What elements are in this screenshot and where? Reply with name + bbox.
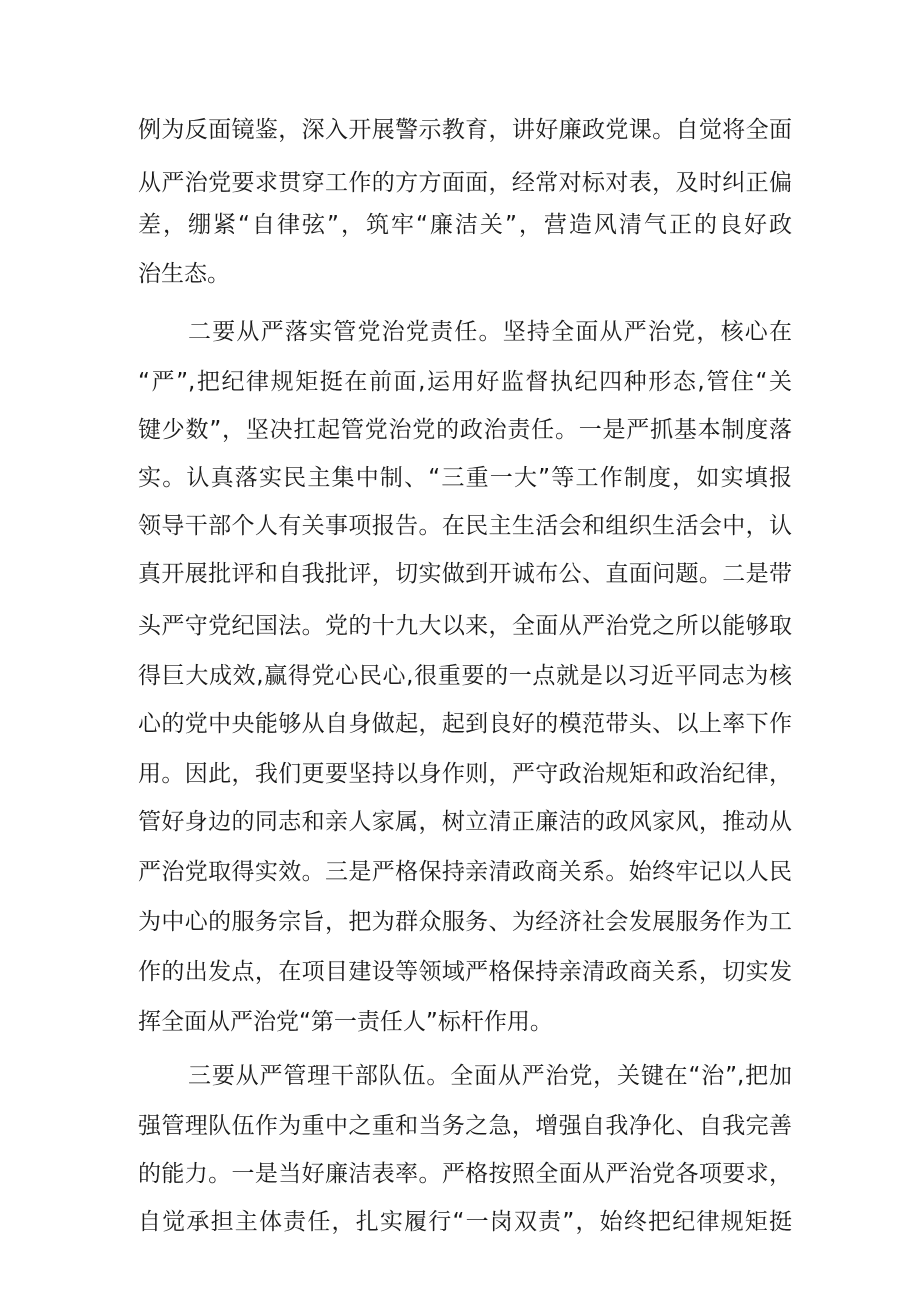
text-line: 领导干部个人有关事项报告。在民主生活会和组织生活会中，认 — [138, 513, 792, 539]
text-line: 自觉承担主体责任，扎实履行“一岗双责”，始终把纪律规矩挺 — [138, 1209, 792, 1235]
text-line: 键少数”，坚决扛起管党治党的政治责任。一是严抓基本制度落 — [138, 417, 792, 443]
text-line: 例为反面镜鉴，深入开展警示教育，讲好廉政党课。自觉将全面 — [138, 117, 792, 143]
text-line: “严”,把纪律规矩挺在前面,运用好监督执纪四种形态,管住“关 — [138, 369, 792, 395]
text-line: 治生态。 — [138, 261, 230, 287]
text-line: 严治党取得实效。三是严格保持亲清政商关系。始终牢记以人民 — [138, 859, 792, 885]
text-line: 差，绷紧“自律弦”，筑牢“廉洁关”，营造风清气正的良好政 — [138, 212, 792, 238]
text-line: 强管理队伍作为重中之重和当务之急，增强自我净化、自我完善 — [138, 1113, 792, 1139]
text-line: 头严守党纪国法。党的十九大以来，全面从严治党之所以能够取 — [138, 613, 792, 639]
text-line: 管好身边的同志和亲人家属，树立清正廉洁的政风家风，推动从 — [138, 809, 792, 835]
text-line: 作的出发点，在项目建设等领域严格保持亲清政商关系，切实发 — [138, 959, 792, 985]
text-line: 挥全面从严治党“第一责任人”标杆作用。 — [138, 1009, 553, 1035]
paragraph-first-line: 二要从严落实管党治党责任。坚持全面从严治党，核心在 — [188, 319, 792, 345]
text-line: 从严治党要求贯穿工作的方方面面，经常对标对表，及时纠正偏 — [138, 170, 792, 196]
text-line: 得巨大成效,赢得党心民心,很重要的一点就是以习近平同志为核 — [138, 663, 792, 689]
paragraph-first-line: 三要从严管理干部队伍。全面从严治党，关键在“治”,把加 — [188, 1063, 792, 1089]
text-line: 为中心的服务宗旨，把为群众服务、为经济社会发展服务作为工 — [138, 909, 792, 935]
text-line: 真开展批评和自我批评，切实做到开诚布公、直面问题。二是带 — [138, 561, 792, 587]
text-line: 实。认真落实民主集中制、“三重一大”等工作制度，如实填报 — [138, 465, 792, 491]
text-line: 的能力。一是当好廉洁表率。严格按照全面从严治党各项要求， — [138, 1161, 792, 1187]
text-line: 用。因此，我们更要坚持以身作则，严守政治规矩和政治纪律， — [138, 761, 792, 787]
text-line: 心的党中央能够从自身做起，起到良好的模范带头、以上率下作 — [138, 711, 792, 737]
